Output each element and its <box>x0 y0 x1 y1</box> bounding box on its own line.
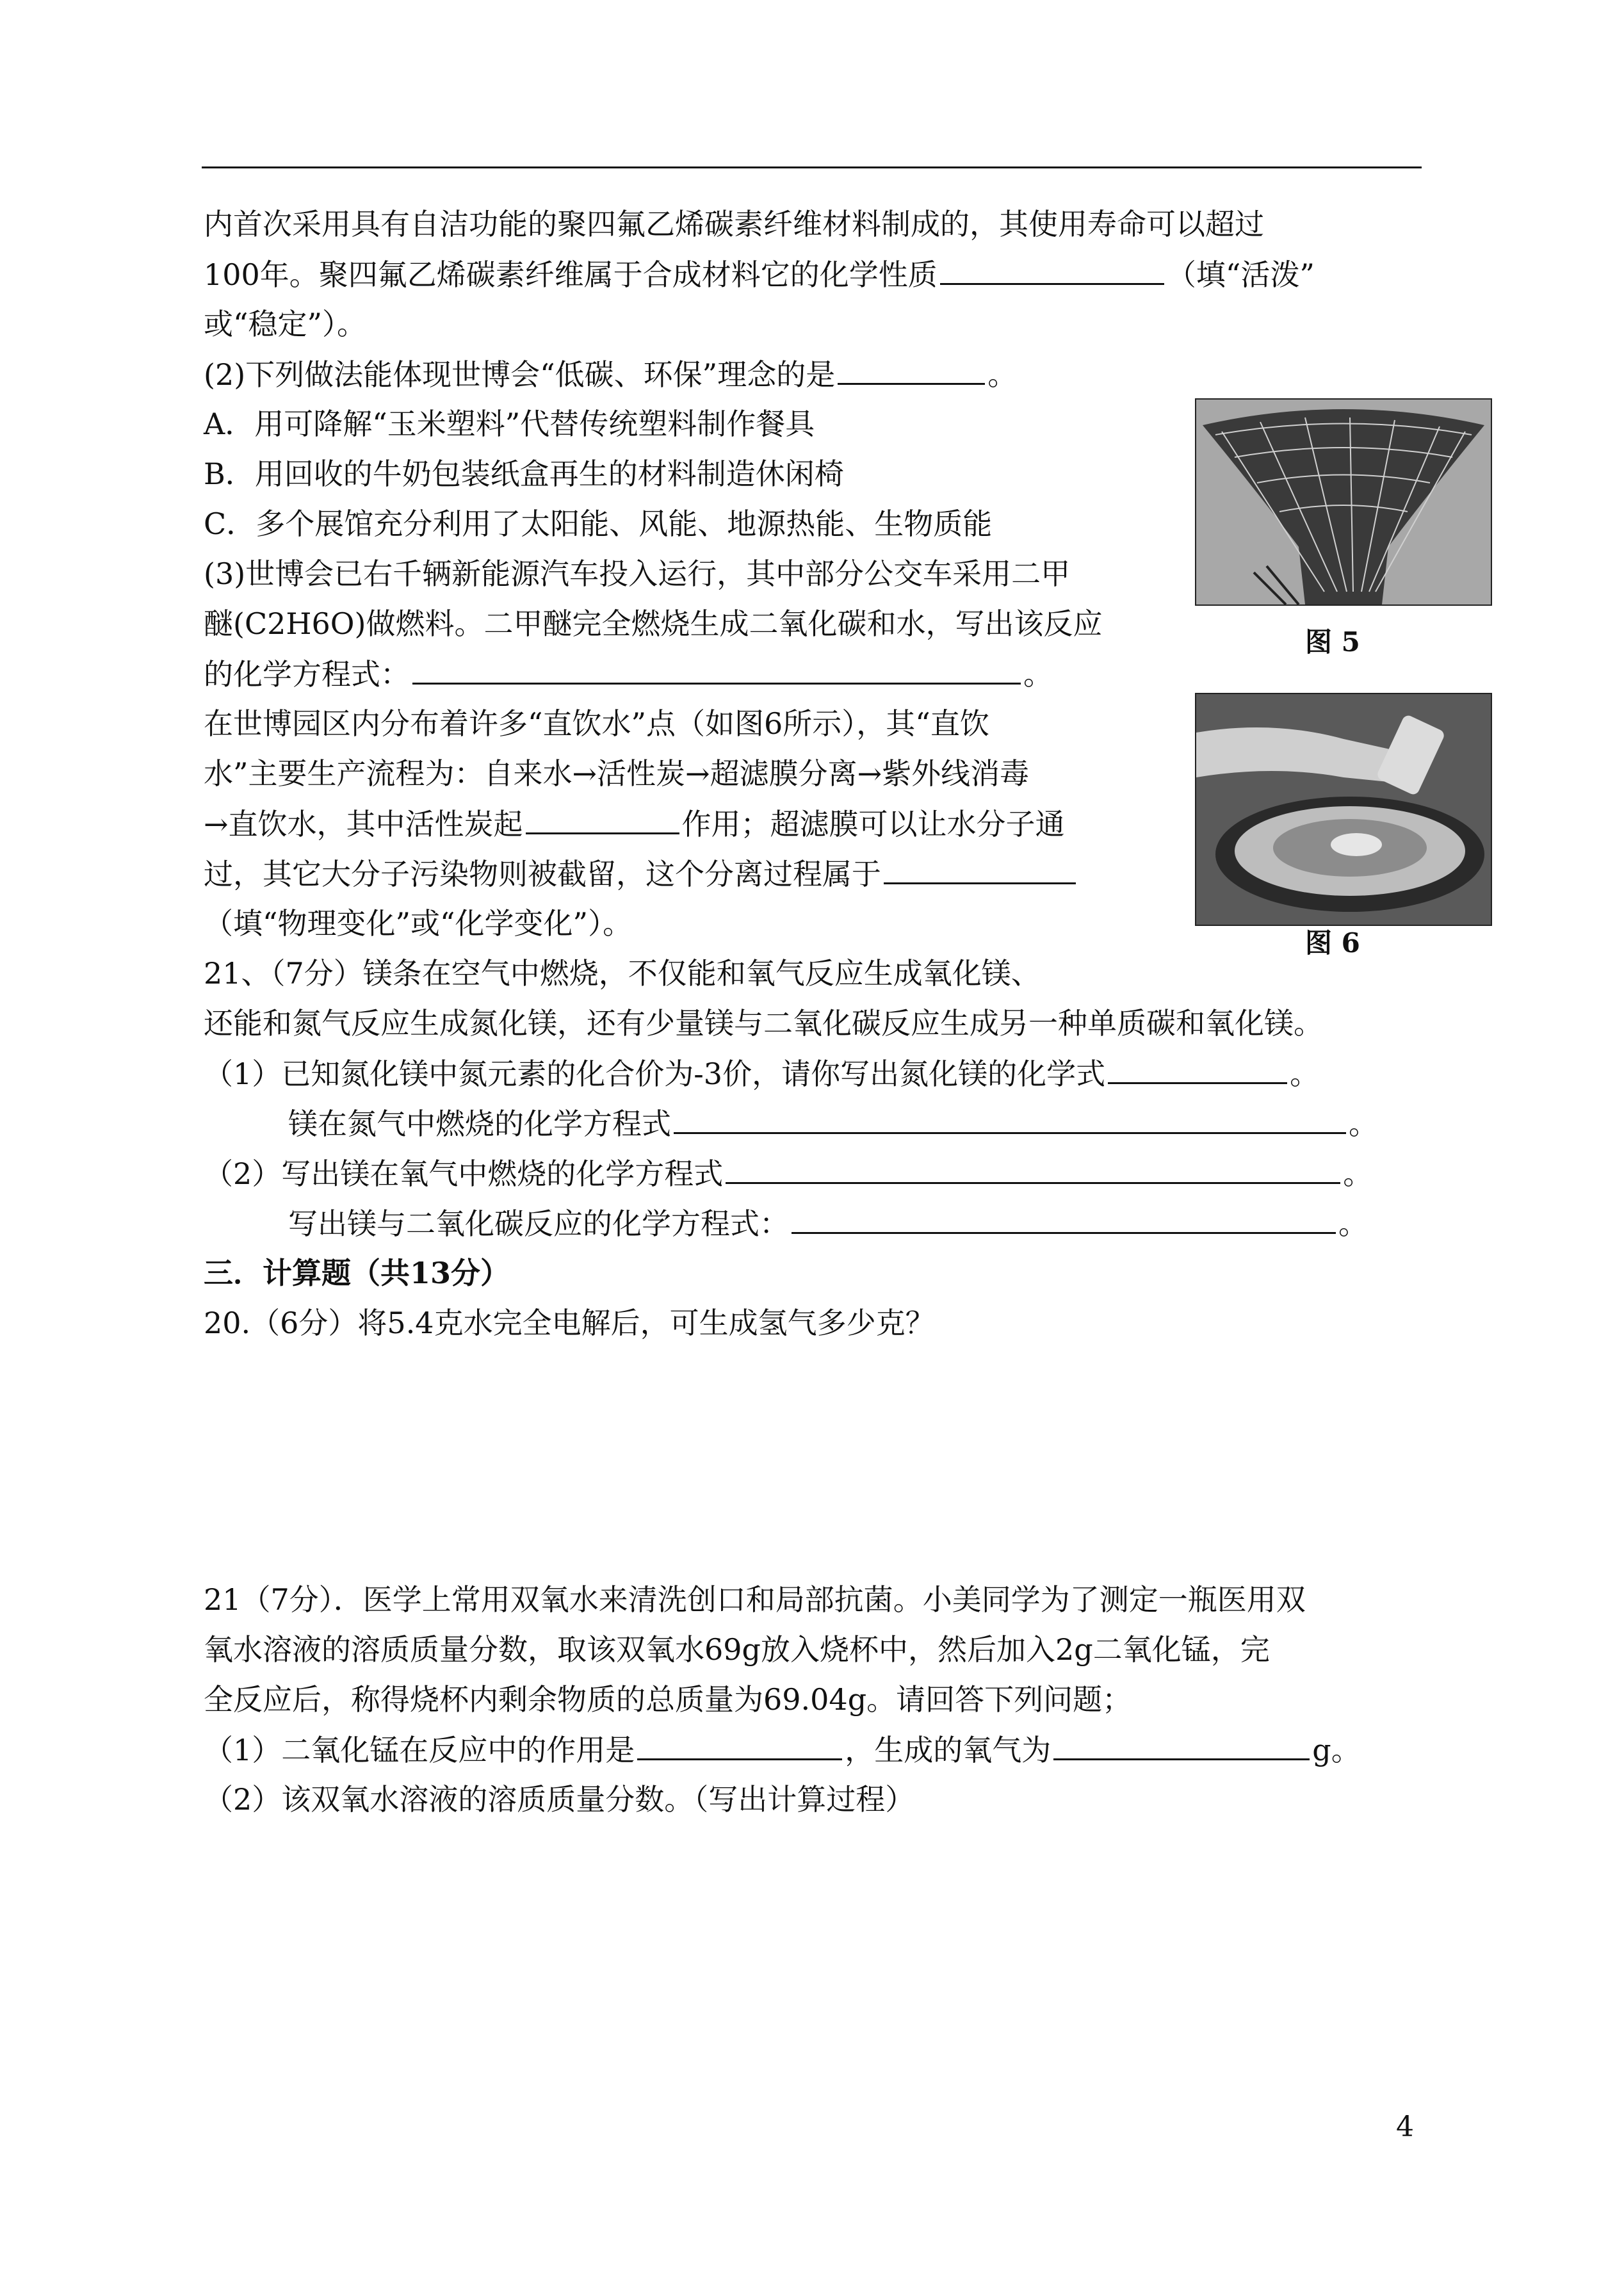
text-line: 全反应后，称得烧杯内剩余物质的总质量为69.04g。请回答下列问题； <box>204 1682 1132 1717</box>
text-line: 氧水溶液的溶质质量分数，取该双氧水69g放入烧杯中，然后加入2g二氧化锰，完 <box>204 1632 1270 1667</box>
answer-blank[interactable] <box>838 355 985 385</box>
answer-blank[interactable] <box>1053 1730 1310 1760</box>
text-line: 100年。聚四氟乙烯碳素纤维属于合成材料它的化学性质 （填“活泼” <box>204 255 1315 294</box>
answer-blank[interactable] <box>1108 1054 1287 1084</box>
figure-5-photo <box>1195 398 1492 606</box>
answer-blank[interactable] <box>637 1730 842 1760</box>
figure-5-caption: 图 5 <box>1305 626 1360 658</box>
text-line: （1）已知氮化镁中氮元素的化合价为-3价，请你写出氮化镁的化学式 。 <box>204 1054 1319 1093</box>
text-line: 在世博园区内分布着许多“直饮水”点（如图6所示），其“直饮 <box>204 706 989 741</box>
answer-blank[interactable] <box>940 255 1164 285</box>
drinking-fountain-illustration <box>1196 694 1491 925</box>
option-c: C．多个展馆充分利用了太阳能、风能、地源热能、生物质能 <box>204 507 993 541</box>
answer-blank[interactable] <box>884 854 1076 884</box>
option-a: A．用可降解“玉米塑料”代替传统塑料制作餐具 <box>204 407 815 441</box>
text-line: 的化学方程式： 。 <box>204 654 1053 693</box>
question-20: 20.（6分）将5.4克水完全电解后，可生成氢气多少克？ <box>204 1306 935 1340</box>
figure-6-caption: 图 6 <box>1305 927 1360 959</box>
answer-blank[interactable] <box>526 804 679 834</box>
answer-blank[interactable] <box>412 654 1021 685</box>
figure-6-photo <box>1195 693 1492 926</box>
text-line: →直饮水，其中活性炭起 作用；超滤膜可以让水分子通 <box>204 804 1065 843</box>
text-line: 21（7分）．医学上常用双氧水来清洗创口和局部抗菌。小美同学为了测定一瓶医用双 <box>204 1582 1306 1617</box>
text-line: 还能和氮气反应生成氮化镁，还有少量镁与二氧化碳反应生成另一种单质碳和氧化镁。 <box>204 1006 1323 1041</box>
text-line: （2）该双氧水溶液的溶质质量分数。（写出计算过程） <box>204 1782 915 1817</box>
text-line: 醚(C2H6O)做燃料。二甲醚完全燃烧生成二氧化碳和水，写出该反应 <box>204 606 1103 641</box>
expo-canopy-illustration <box>1196 400 1491 604</box>
answer-blank[interactable] <box>726 1154 1340 1184</box>
section-title: 三．计算题（共13分） <box>204 1256 510 1290</box>
answer-blank[interactable] <box>674 1104 1346 1134</box>
text-line: 内首次采用具有自洁功能的聚四氟乙烯碳素纤维材料制成的，其使用寿命可以超过 <box>204 207 1264 241</box>
text-line: 水”主要生产流程为：自来水→活性炭→超滤膜分离→紫外线消毒 <box>204 756 1030 791</box>
text-line: 镁在氮气中燃烧的化学方程式 。 <box>288 1104 1378 1143</box>
text-line: （2）写出镁在氧气中燃烧的化学方程式 。 <box>204 1154 1372 1193</box>
option-b: B．用回收的牛奶包装纸盒再生的材料制造休闲椅 <box>204 457 844 491</box>
text-line: 写出镁与二氧化碳反应的化学方程式： 。 <box>288 1204 1368 1243</box>
text-line: (3)世博会已右千辆新能源汽车投入运行，其中部分公交车采用二甲 <box>204 556 1071 591</box>
text-line: 或“稳定”）。 <box>204 307 367 341</box>
text-line: (2)下列做法能体现世博会“低碳、环保”理念的是 。 <box>204 355 1017 394</box>
text-line: （填“物理变化”或“化学变化”）。 <box>204 906 633 941</box>
header-rule <box>202 166 1422 168</box>
answer-blank[interactable] <box>792 1204 1336 1234</box>
text-line: 21、（7分）镁条在空气中燃烧，不仅能和氧气反应生成氧化镁、 <box>204 956 1041 991</box>
page-number: 4 <box>1396 2111 1414 2143</box>
text-line: （1）二氧化锰在反应中的作用是 ，生成的氧气为 g。 <box>204 1730 1361 1769</box>
text-line: 过，其它大分子污染物则被截留，这个分离过程属于 <box>204 854 1078 893</box>
